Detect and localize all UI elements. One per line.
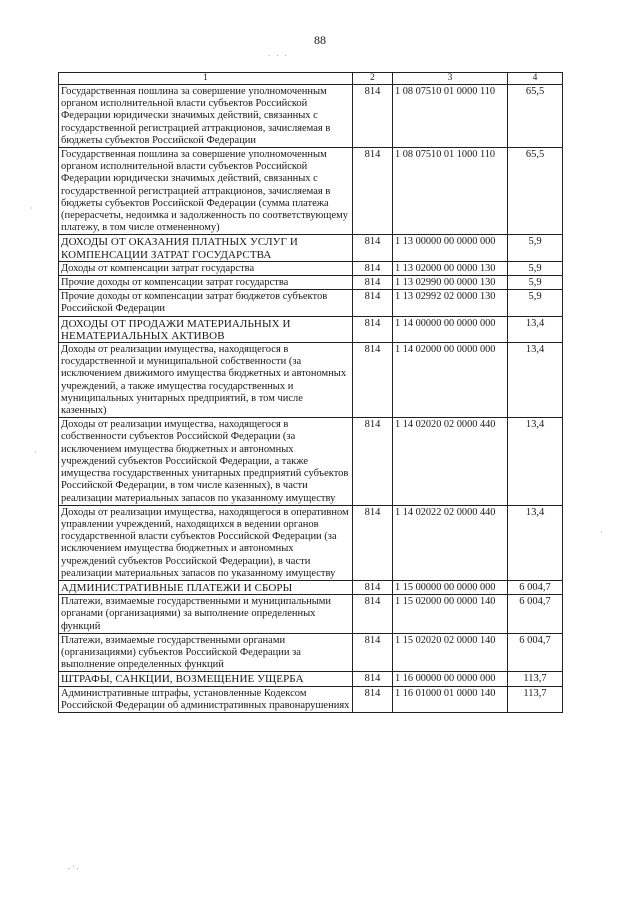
table-row	[59, 290, 563, 316]
row-sum-cell: 13,4	[508, 316, 563, 342]
margin-mark: ·	[600, 528, 603, 537]
row-admin-code-cell: 814	[353, 633, 393, 672]
row-sum-cell: 6 004,7	[508, 580, 563, 594]
row-sum-cell: 113,7	[508, 686, 563, 712]
row-sum-cell: 13,4	[508, 343, 563, 418]
table-row	[59, 235, 563, 261]
row-admin-code-cell: 814	[353, 235, 393, 261]
row-sum-cell: 5,9	[508, 261, 563, 275]
row-budget-code-cell: 1 16 00000 00 0000 000	[393, 672, 508, 686]
table-row	[59, 276, 563, 290]
row-budget-code-cell: 1 13 00000 00 0000 000	[393, 235, 508, 261]
row-sum-cell: 13,4	[508, 418, 563, 505]
table-row	[59, 418, 563, 505]
row-sum-cell: 65,5	[508, 85, 563, 148]
table-row	[59, 595, 563, 634]
row-admin-code-cell: 814	[353, 418, 393, 505]
row-budget-code-cell: 1 14 02020 02 0000 440	[393, 418, 508, 505]
row-budget-code-cell: 1 14 00000 00 0000 000	[393, 316, 508, 342]
row-sum-cell: 5,9	[508, 235, 563, 261]
table-row	[59, 85, 563, 148]
row-name-cell: Государственная пошлина за совершение уполномоченным органом исполнительной власти субъектов Российской Федерации юридически значимых действий, связанных с государственной регистрацией аттракционов, зачисляемая в бюджеты субъектов Российской Федерации	[59, 85, 353, 148]
row-admin-code-cell: 814	[353, 148, 393, 235]
row-name-cell: Доходы от реализации имущества, находящегося в оперативном управлении учреждений, находящихся в ведении органов государственной власти субъектов Российской Федерации (за исключением имущества бюджетных и автономных учреждений субъектов Российской Федерации), в части реализации материальных запасов по указанному имуществу	[59, 505, 353, 580]
table-row	[59, 686, 563, 712]
row-sum-cell: 13,4	[508, 505, 563, 580]
row-budget-code-cell: 1 15 00000 00 0000 000	[393, 580, 508, 594]
row-name-cell: ДОХОДЫ ОТ ОКАЗАНИЯ ПЛАТНЫХ УСЛУГ И КОМПЕНСАЦИИ ЗАТРАТ ГОСУДАРСТВА	[59, 235, 353, 261]
table-row	[59, 148, 563, 235]
margin-mark: ·	[34, 448, 37, 457]
row-admin-code-cell: 814	[353, 276, 393, 290]
row-admin-code-cell: 814	[353, 505, 393, 580]
row-admin-code-cell: 814	[353, 686, 393, 712]
row-budget-code-cell: 1 15 02000 00 0000 140	[393, 595, 508, 634]
row-sum-cell: 6 004,7	[508, 633, 563, 672]
table-row	[59, 343, 563, 418]
header-cell-admin: 2	[353, 73, 393, 85]
table-row	[59, 580, 563, 594]
row-budget-code-cell: 1 13 02000 00 0000 130	[393, 261, 508, 275]
margin-mark: . · .	[68, 862, 79, 871]
row-name-cell: Платежи, взимаемые государственными и муниципальными органами (организациями) за выполнение определенных функций	[59, 595, 353, 634]
row-sum-cell: 65,5	[508, 148, 563, 235]
row-admin-code-cell: 814	[353, 261, 393, 275]
table-row	[59, 261, 563, 275]
row-name-cell: Административные штрафы, установленные Кодексом Российской Федерации об административных правонарушениях	[59, 686, 353, 712]
row-budget-code-cell: 1 13 02992 02 0000 130	[393, 290, 508, 316]
row-admin-code-cell: 814	[353, 316, 393, 342]
table-row	[59, 505, 563, 580]
row-budget-code-cell: 1 14 02000 00 0000 000	[393, 343, 508, 418]
row-name-cell: Доходы от компенсации затрат государства	[59, 261, 353, 275]
header-cell-name: 1	[59, 73, 353, 85]
margin-mark: ·	[30, 204, 33, 213]
scan-artifact: · · ·	[268, 52, 289, 60]
table-row	[59, 672, 563, 686]
table-body	[59, 85, 563, 713]
row-name-cell: Платежи, взимаемые государственными органами (организациями) субъектов Российской Федерации за выполнение определенных функций	[59, 633, 353, 672]
header-row	[59, 73, 563, 85]
row-name-cell: Доходы от реализации имущества, находящегося в государственной и муниципальной собственности (за исключением движимого имущества бюджетных и автономных учреждений, а также имущества государственных и муниципальных унитарных предприятий, в том числе казенных)	[59, 343, 353, 418]
row-admin-code-cell: 814	[353, 85, 393, 148]
row-name-cell: Государственная пошлина за совершение уполномоченным органом исполнительной власти субъектов Российской Федерации юридически значимых действий, связанных с государственной регистрацией аттракционов, зачисляемая в бюджеты субъектов Российской Федерации (сумма платежа (перерасчеты, недоимка и задолженность по соответствующему платежу, в том числе отмененному)	[59, 148, 353, 235]
row-budget-code-cell: 1 14 02022 02 0000 440	[393, 505, 508, 580]
row-name-cell: ДОХОДЫ ОТ ПРОДАЖИ МАТЕРИАЛЬНЫХ И НЕМАТЕРИАЛЬНЫХ АКТИВОВ	[59, 316, 353, 342]
row-admin-code-cell: 814	[353, 595, 393, 634]
row-budget-code-cell: 1 08 07510 01 1000 110	[393, 148, 508, 235]
row-admin-code-cell: 814	[353, 672, 393, 686]
row-admin-code-cell: 814	[353, 343, 393, 418]
row-sum-cell: 113,7	[508, 672, 563, 686]
table-row	[59, 316, 563, 342]
row-budget-code-cell: 1 13 02990 00 0000 130	[393, 276, 508, 290]
revenue-table	[58, 72, 563, 713]
row-name-cell: Прочие доходы от компенсации затрат бюджетов субъектов Российской Федерации	[59, 290, 353, 316]
row-budget-code-cell: 1 08 07510 01 0000 110	[393, 85, 508, 148]
row-budget-code-cell: 1 16 01000 01 0000 140	[393, 686, 508, 712]
row-sum-cell: 6 004,7	[508, 595, 563, 634]
row-admin-code-cell: 814	[353, 580, 393, 594]
header-cell-code: 3	[393, 73, 508, 85]
row-sum-cell: 5,9	[508, 290, 563, 316]
header-cell-sum: 4	[508, 73, 563, 85]
row-name-cell: АДМИНИСТРАТИВНЫЕ ПЛАТЕЖИ И СБОРЫ	[59, 580, 353, 594]
row-name-cell: Доходы от реализации имущества, находящегося в собственности субъектов Российской Федерации (за исключением имущества бюджетных и автономных учреждений субъектов Российской Федерации, а также имущества государственных унитарных предприятий субъектов Российской Федерации, в том числе казенных), в части реализации материальных запасов по указанному имуществу	[59, 418, 353, 505]
row-name-cell: ШТРАФЫ, САНКЦИИ, ВОЗМЕЩЕНИЕ УЩЕРБА	[59, 672, 353, 686]
row-name-cell: Прочие доходы от компенсации затрат государства	[59, 276, 353, 290]
table-row	[59, 633, 563, 672]
row-budget-code-cell: 1 15 02020 02 0000 140	[393, 633, 508, 672]
row-sum-cell: 5,9	[508, 276, 563, 290]
row-admin-code-cell: 814	[353, 290, 393, 316]
page-number: 88	[314, 33, 326, 47]
